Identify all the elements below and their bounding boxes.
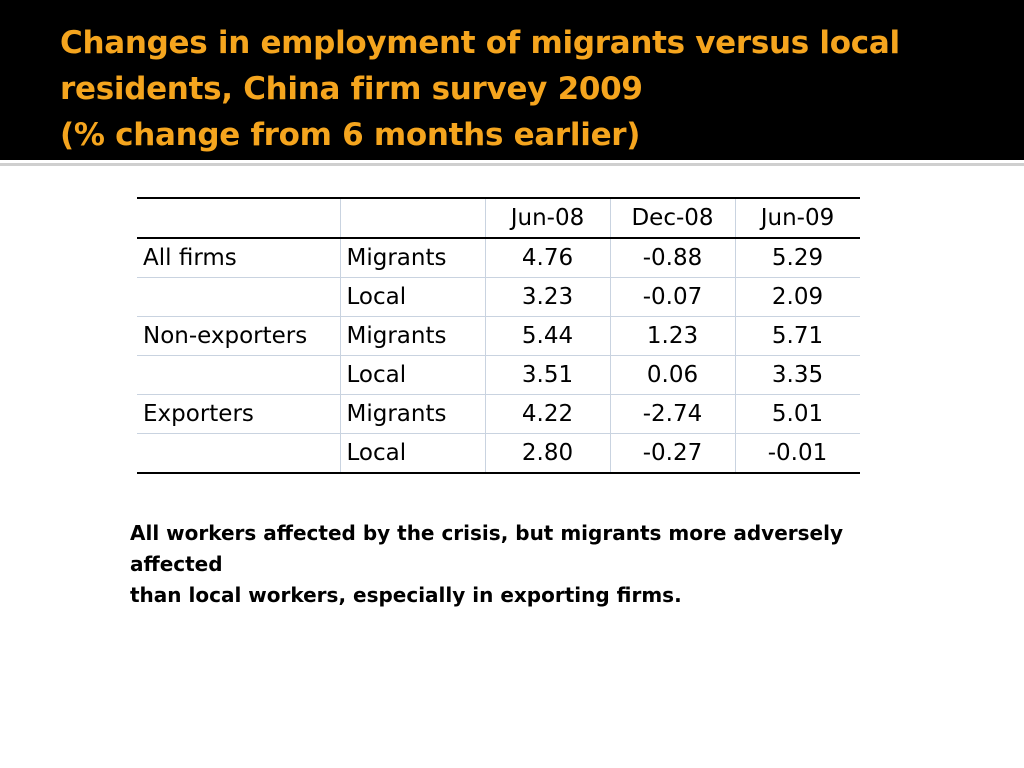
slide-title [60, 20, 1000, 158]
row-group-label: Non-exporters [137, 317, 340, 356]
table-cell: 5.44 [485, 317, 610, 356]
note-line-1: All workers affected by the crisis, but migrants more adversely affected [130, 521, 843, 576]
row-worker-type: Migrants [340, 395, 485, 434]
table-cell: 3.23 [485, 278, 610, 317]
title-line-2: residents, China firm survey 2009 [60, 71, 643, 107]
column-header [340, 198, 485, 238]
table-cell: 4.22 [485, 395, 610, 434]
table-cell: 4.76 [485, 238, 610, 278]
row-worker-type: Migrants [340, 317, 485, 356]
column-header-jun-08: Jun-08 [485, 198, 610, 238]
table-cell: 1.23 [610, 317, 735, 356]
table-cell: -2.74 [610, 395, 735, 434]
note-line-2: than local workers, especially in exporting firms. [130, 583, 682, 607]
table-cell: 5.29 [735, 238, 860, 278]
row-worker-type: Local [340, 434, 485, 474]
table-cell: -0.27 [610, 434, 735, 474]
table-cell: 0.06 [610, 356, 735, 395]
table-cell: 3.51 [485, 356, 610, 395]
title-divider [0, 163, 1024, 166]
table-cell: 2.09 [735, 278, 860, 317]
table-row [137, 395, 860, 434]
column-header-dec-08: Dec-08 [610, 198, 735, 238]
table-cell: -0.07 [610, 278, 735, 317]
table-row [137, 278, 860, 317]
title-line-1: Changes in employment of migrants versus local [60, 25, 900, 61]
row-group-label [137, 356, 340, 395]
row-group-label: All firms [137, 238, 340, 278]
table-cell: -0.01 [735, 434, 860, 474]
table-row [137, 317, 860, 356]
employment-change-table [137, 197, 860, 474]
table-row [137, 356, 860, 395]
summary-note [130, 518, 930, 611]
table-cell: 3.35 [735, 356, 860, 395]
title-line-3: (% change from 6 months earlier) [60, 117, 641, 153]
row-group-label [137, 278, 340, 317]
table-header-row [137, 198, 860, 238]
row-group-label [137, 434, 340, 474]
row-group-label: Exporters [137, 395, 340, 434]
column-header-jun-09: Jun-09 [735, 198, 860, 238]
table-cell: 5.01 [735, 395, 860, 434]
table-cell: 2.80 [485, 434, 610, 474]
row-worker-type: Local [340, 356, 485, 395]
row-worker-type: Local [340, 278, 485, 317]
table-cell: -0.88 [610, 238, 735, 278]
table-row [137, 238, 860, 278]
table-cell: 5.71 [735, 317, 860, 356]
row-worker-type: Migrants [340, 238, 485, 278]
table-row [137, 434, 860, 474]
column-header [137, 198, 340, 238]
